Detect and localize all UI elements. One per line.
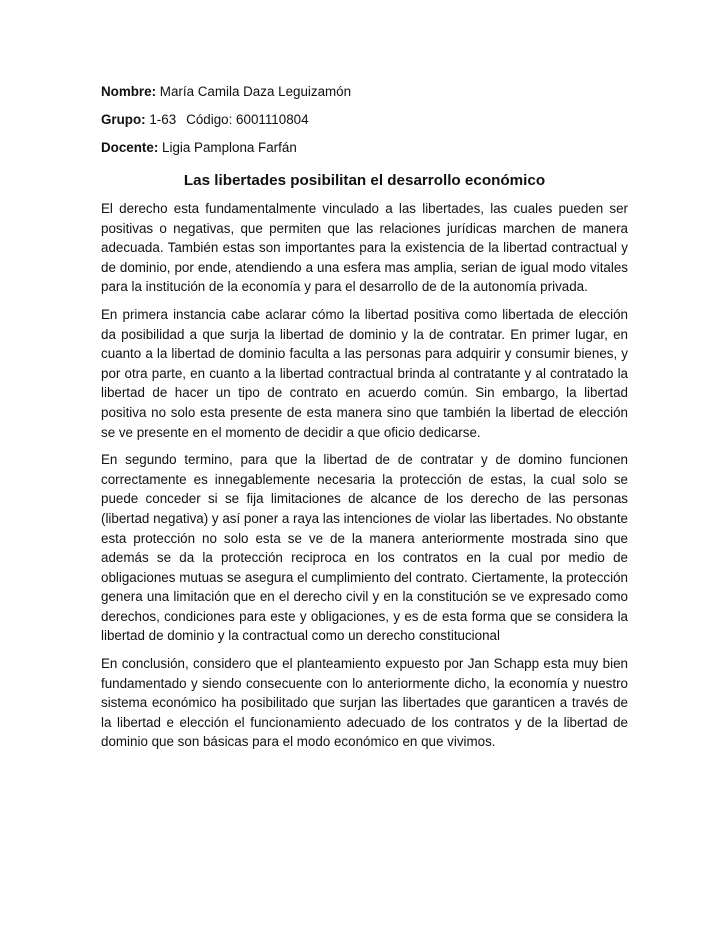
student-name-line: [101, 84, 628, 100]
teacher-label: Docente:: [101, 140, 159, 155]
paragraph-2: En primera instancia cabe aclarar cómo la libertad positiva como libertada de elección da posibilidad a que surja la libertad de dominio y la de contratar. En primer lugar, en cuanto a la libertad de dominio faculta a las personas para adquirir y consumir bienes, y por otra parte, en cuanto a la libertad contractual brinda al contratante y al contratado la libertad de hacer un tipo de contrato en acuerdo común. Sin embargo, la libertad positiva no solo esta presente de esta manera sino que también la libertad de elección se ve presente en el momento de decidir a que oficio dedicarse.: [101, 306, 628, 440]
group-line: [101, 112, 628, 128]
paragraph-3: En segundo termino, para que la libertad de de contratar y de domino funcionen correctamente es innegablemente necesaria la protección de estas, la cual solo se puede conceder si se fija limitaciones de alcance de los derecho de las personas (libertad negativa) y así poner a raya las intenciones de violar las libertades. No obstante esta protección no solo esta se ve de la manera anteriormente mostrada sino que además se da la protección reciproca en los contratos en la cual por medio de obligaciones mutuas se asegura el cumplimiento del contrato. Ciertamente, la protección genera una limitación que en el derecho civil y en la constitución se ve expresado como derechos, condiciones para este y obligaciones, y es de esta forma que se considera la libertad de dominio y la contractual como un derecho constitucional: [101, 452, 628, 644]
paragraph-1: El derecho esta fundamentalmente vinculado a las libertades, las cuales pueden ser positivas o negativas, que permiten que las relaciones jurídicas marchen de manera adecuada. También estas son importantes para la existencia de la libertad contractual y de dominio, por ende, atendiendo a una esfera mas amplia, serian de igual modo vitales para la institución de la economía y para el desarrollo de de la autonomía privada.: [101, 201, 628, 295]
group-label: Grupo:: [101, 112, 146, 127]
student-name-label: Nombre:: [101, 84, 157, 99]
group-value: 1-63: [149, 112, 177, 127]
document-title: Las libertades posibilitan el desarrollo económico: [183, 172, 546, 189]
teacher-line: [101, 140, 628, 156]
teacher-value: Ligia Pamplona Farfán: [162, 140, 297, 155]
paragraph-4: En conclusión, considero que el planteamiento expuesto por Jan Schapp esta muy bien fundamentado y siendo consecuente con lo anteriormente dicho, la economía y nuestro sistema económico ha posibilitado que surjan las libertades que garanticen a través de la libertad e elección el funcionamiento adecuado de los contratos y de la libertad de dominio que son básicas para el modo económico en que vivimos.: [101, 656, 628, 750]
student-code: Código: 6001110804: [186, 112, 309, 127]
student-name-value: María Camila Daza Leguizamón: [159, 84, 352, 99]
